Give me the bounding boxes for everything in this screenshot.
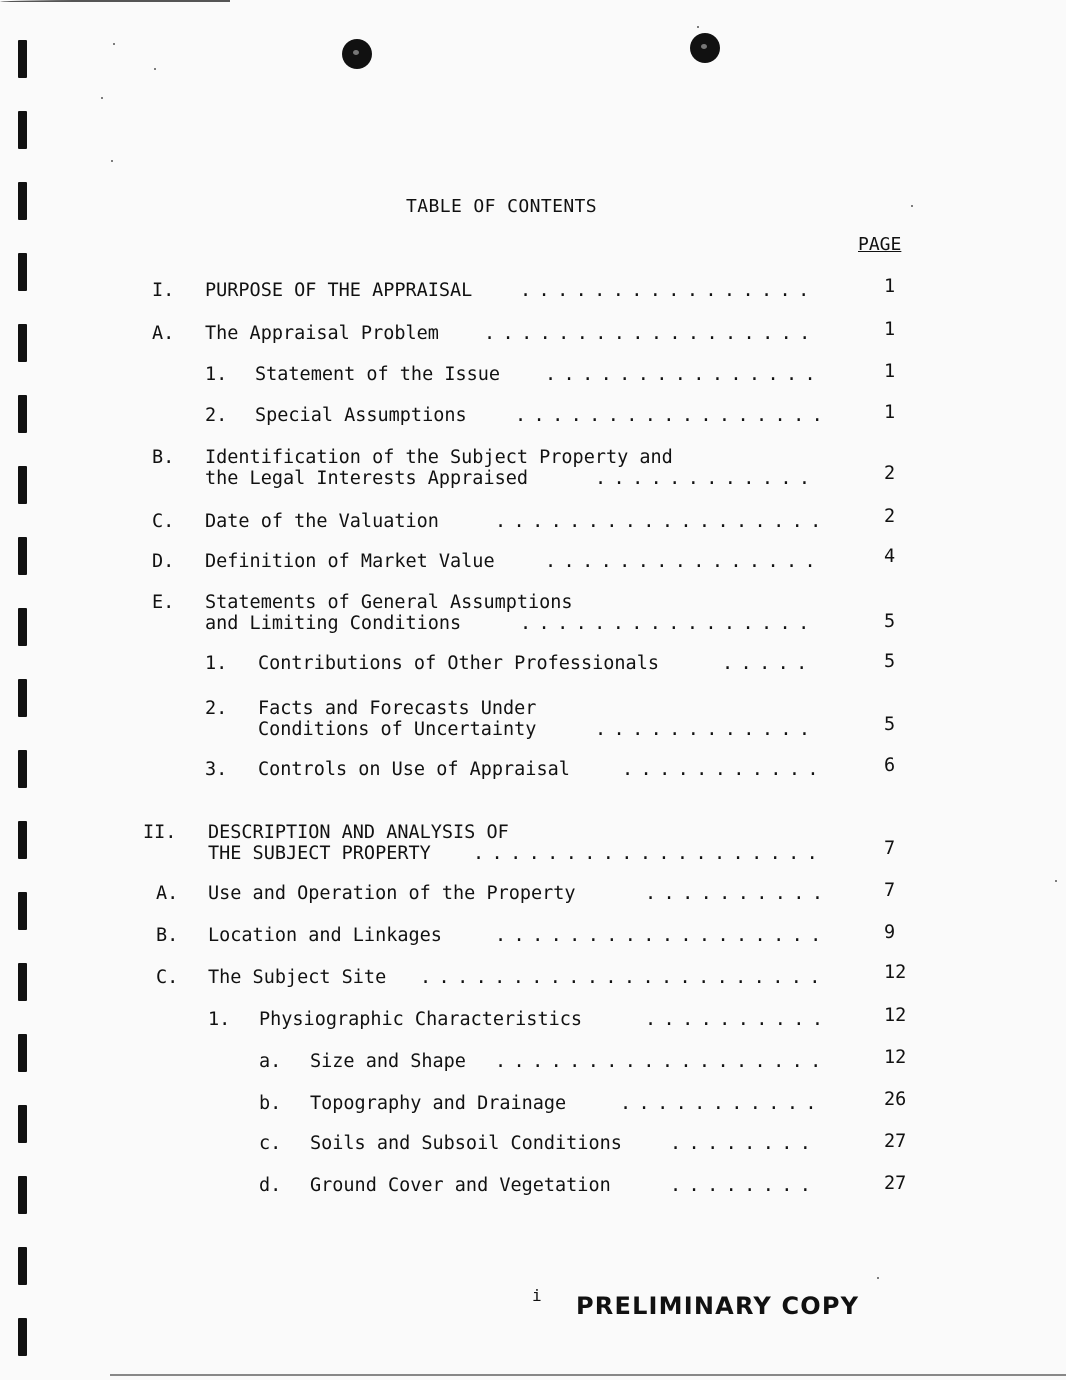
leader-dots: ............ [595, 468, 818, 489]
toc-entry-title: Location and Linkages [208, 925, 442, 946]
toc-entry-page: 26 [884, 1089, 907, 1110]
toc-entry-number: II. [143, 822, 177, 843]
toc-entry-page: 4 [884, 546, 896, 567]
toc-entry-number: A. [152, 323, 175, 344]
leader-dots: .................. [484, 323, 818, 344]
toc-entry-page: 1 [884, 402, 896, 423]
toc-entry-page: 1 [884, 319, 896, 340]
toc-entry-number: C. [156, 967, 179, 988]
toc-entry-page: 12 [884, 962, 907, 983]
leader-dots: ........... [622, 759, 826, 780]
scan-speck [154, 68, 156, 70]
leader-dots: ............ [595, 719, 818, 740]
toc-entry-page: 5 [884, 714, 896, 735]
toc-entry-page: 2 [884, 506, 896, 527]
toc-entry-title-continued: and Limiting Conditions [205, 613, 462, 634]
leader-dots: ................ [520, 613, 817, 634]
leader-dots: ............... [545, 364, 824, 385]
leader-dots: ........ [670, 1133, 819, 1154]
toc-entry-number: C. [152, 511, 175, 532]
toc-entry-page: 1 [884, 276, 896, 297]
punch-hole-left [342, 39, 372, 69]
page-folio: i [532, 1286, 542, 1305]
binder-mark [18, 963, 27, 1001]
binder-mark [18, 608, 27, 646]
toc-entry-title: DESCRIPTION AND ANALYSIS OF [208, 822, 509, 843]
binder-mark [18, 1105, 27, 1143]
toc-entry-number: c. [259, 1133, 282, 1154]
toc-entry-page: 5 [884, 651, 896, 672]
leader-dots: ............... [545, 551, 824, 572]
leader-dots: .......... [645, 883, 831, 904]
toc-entry-page: 12 [884, 1047, 907, 1068]
scan-speck [111, 160, 113, 162]
toc-entry-title: Facts and Forecasts Under [258, 698, 537, 719]
toc-entry-page: 27 [884, 1173, 907, 1194]
binder-mark [18, 253, 27, 291]
scan-speck [101, 97, 103, 99]
toc-entry-number: A. [156, 883, 179, 904]
toc-entry-title: Contributions of Other Professionals [258, 653, 659, 674]
toc-entry-title-continued: THE SUBJECT PROPERTY [208, 843, 431, 864]
binder-mark [18, 821, 27, 859]
toc-entry-title: PURPOSE OF THE APPRAISAL [205, 280, 473, 301]
toc-entry-number: E. [152, 592, 175, 613]
page-column-header: PAGE [858, 234, 902, 255]
scan-bottom-edge [110, 1374, 1066, 1376]
toc-entry-number: 2. [205, 698, 228, 719]
leader-dots: .................. [495, 925, 829, 946]
toc-entry-number: 2. [205, 405, 228, 426]
binder-mark [18, 324, 27, 362]
leader-dots: ........ [670, 1175, 819, 1196]
toc-entry-title: Identification of the Subject Property and [205, 447, 673, 468]
toc-entry-number: D. [152, 551, 175, 572]
toc-entry-number: B. [156, 925, 179, 946]
binder-mark [18, 679, 27, 717]
toc-entry-title: Date of the Valuation [205, 511, 439, 532]
toc-entry-title: Statement of the Issue [255, 364, 501, 385]
toc-entry-page: 12 [884, 1005, 907, 1026]
toc-entry-number: B. [152, 447, 175, 468]
binder-mark [18, 892, 27, 930]
binder-mark [18, 395, 27, 433]
scan-speck [1055, 880, 1057, 882]
toc-entry-page: 6 [884, 755, 896, 776]
toc-entry-number: b. [259, 1093, 282, 1114]
toc-entry-title: Ground Cover and Vegetation [310, 1175, 611, 1196]
toc-entry-number: 1. [205, 653, 228, 674]
toc-entry-number: a. [259, 1051, 282, 1072]
toc-entry-page: 1 [884, 361, 896, 382]
toc-entry-title: Controls on Use of Appraisal [258, 759, 570, 780]
toc-entry-number: I. [152, 280, 175, 301]
toc-entry-title-continued: Conditions of Uncertainty [258, 719, 537, 740]
leader-dots: ..... [722, 653, 815, 674]
toc-title: TABLE OF CONTENTS [406, 196, 598, 217]
leader-dots: .................. [495, 511, 829, 532]
binder-mark [18, 1176, 27, 1214]
toc-entry-title: Definition of Market Value [205, 551, 495, 572]
leader-dots: ........... [620, 1093, 824, 1114]
leader-dots: ................ [520, 280, 817, 301]
toc-entry-number: 1. [208, 1009, 231, 1030]
toc-entry-number: 1. [205, 364, 228, 385]
toc-entry-title-continued: the Legal Interests Appraised [205, 468, 529, 489]
leader-dots: ................... [473, 843, 826, 864]
leader-dots: ...................... [420, 967, 828, 988]
scan-speck [697, 26, 699, 28]
scan-speck [113, 43, 115, 45]
binder-mark [18, 537, 27, 575]
toc-entry-title: Topography and Drainage [310, 1093, 567, 1114]
binder-mark [18, 40, 27, 78]
binder-mark [18, 750, 27, 788]
leader-dots: ................. [515, 405, 831, 426]
punch-hole-right [690, 33, 720, 63]
toc-entry-page: 2 [884, 463, 896, 484]
toc-entry-page: 27 [884, 1131, 907, 1152]
toc-entry-title: Statements of General Assumptions [205, 592, 573, 613]
binder-mark [18, 1034, 27, 1072]
toc-entry-page: 7 [884, 838, 896, 859]
toc-entry-title: Physiographic Characteristics [259, 1009, 583, 1030]
binder-mark [18, 182, 27, 220]
scan-speck [911, 205, 913, 207]
binder-mark [18, 1318, 27, 1356]
toc-entry-title: The Appraisal Problem [205, 323, 439, 344]
toc-entry-title: Size and Shape [310, 1051, 466, 1072]
toc-entry-page: 7 [884, 880, 896, 901]
leader-dots: .................. [495, 1051, 829, 1072]
toc-entry-title: Special Assumptions [255, 405, 467, 426]
scan-speck [877, 1277, 879, 1279]
toc-entry-title: Soils and Subsoil Conditions [310, 1133, 622, 1154]
toc-entry-title: Use and Operation of the Property [208, 883, 576, 904]
toc-entry-title: The Subject Site [208, 967, 387, 988]
binder-mark [18, 111, 27, 149]
toc-entry-number: 3. [205, 759, 228, 780]
leader-dots: .......... [645, 1009, 831, 1030]
binder-mark [18, 466, 27, 504]
preliminary-copy-stamp: PRELIMINARY COPY [576, 1292, 860, 1320]
binder-mark [18, 1247, 27, 1285]
toc-entry-page: 5 [884, 611, 896, 632]
toc-entry-page: 9 [884, 922, 896, 943]
scan-edge-line [0, 0, 230, 5]
toc-entry-number: d. [259, 1175, 282, 1196]
